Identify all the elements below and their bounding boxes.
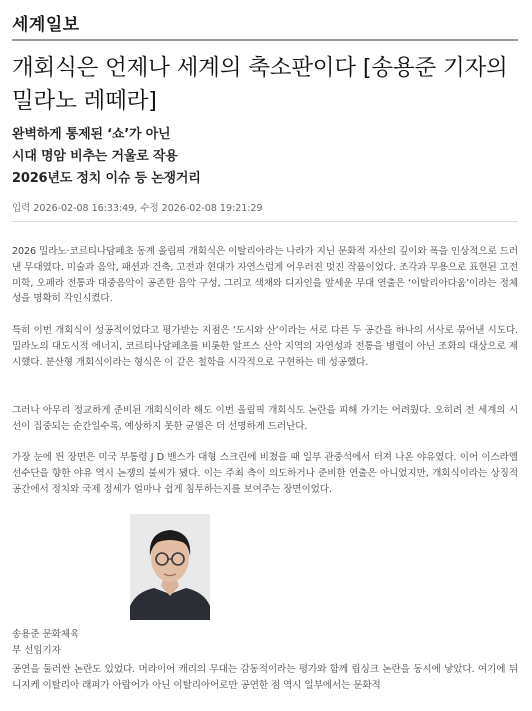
article-timestamp: 입력 2026-02-08 16:33:49, 수정 2026-02-08 19:21:29 (12, 203, 263, 214)
article-paragraph-1: 2026 밀라노·코르티나담페초 동계 올림픽 개회식은 이탈리아라는 나라가 지닌 문화적 자산의 깊이와 폭을 인상적으로 드러낸 무대였다. 미술과 음악, 패션과 건축, 고전과 현대가 자연스럽게 어우러진 멋진 작품이었다. 조각과 무용으로 표현된 고전 미학, 오페라 전통과 대중음악이 공존한 음악 구성, 그리고 색채와 디자인을 앞세운 무대 연출은 ‘이탈리아다움’이라는 정체성을 명확히 각인시켰다. (12, 246, 518, 305)
reporter-role: 부 선임기자 (12, 644, 61, 656)
article-paragraph-5: 공연을 둘러싼 논란도 있었다. 머라이어 캐리의 무대는 감동적이라는 평가와 함께 립싱크 논란을 동시에 낳았다. 여기에 뒤니지케 이탈리아 래퍼가 아랍어가 아닌 이탈리아어로만 공연한 점 역시 일부에서는 문화적 (12, 664, 518, 691)
article-paragraph-4: 가장 눈에 띈 장면은 미국 부통령 J D 밴스가 대형 스크린에 비쳤을 때 일부 관중석에서 터져 나온 야유였다. 이어 이스라엘 선수단을 향한 야유 역시 논쟁의 불씨가 됐다. 이는 주최 측이 의도하거나 준비한 연출은 아니었지만, 개회식이라는 상징적 공간에서 정치와 국제 정세가 얼마나 쉽게 침투하는지를 보여주는 장면이었다. (12, 452, 518, 495)
subheadline-1: 완벽하게 통제된 ‘쇼’가 아닌 (12, 127, 171, 142)
article-headline: 개회식은 언제나 세계의 축소판이다 [송용준 기자의 밀라노 레떼라] (12, 55, 508, 114)
subheadline-3: 2026년도 정치 이슈 등 논쟁거리 (12, 171, 201, 186)
reporter-portrait-image (130, 514, 210, 620)
masthead-logo[interactable]: 세계일보 (12, 15, 80, 35)
subheadline-2: 시대 명암 비추는 거울로 작용 (12, 149, 178, 164)
reporter-caption (12, 627, 79, 658)
reporter-photo (130, 514, 210, 620)
article-paragraph-2: 특히 이번 개회식이 성공적이었다고 평가받는 지점은 ‘도시와 산’이라는 서로 다른 두 공간을 하나의 서사로 묶어낸 시도다. 밀라노의 대도시적 에너지, 코르티나담페초를 비롯한 알프스 산악 지역의 자연성과 전통을 병렬이 아닌 조화의 대상으로 제시했다. 분산형 개회식이라는 형식은 이 같은 철학을 시각적으로 구현하는 데 성공했다. (12, 325, 518, 368)
subheadlines (12, 124, 518, 190)
article-paragraph-3: 그러나 아무리 정교하게 준비된 개회식이라 해도 이번 올림픽 개회식도 논란을 피해 가기는 어려웠다. 오히려 전 세계의 시선이 집중되는 순간일수록, 예상하지 못한 균열은 더 선명하게 드러난다. (12, 405, 518, 432)
meta-divider (12, 221, 518, 222)
reporter-name: 송용준 문화체육 (12, 629, 80, 640)
masthead-divider (12, 39, 518, 41)
